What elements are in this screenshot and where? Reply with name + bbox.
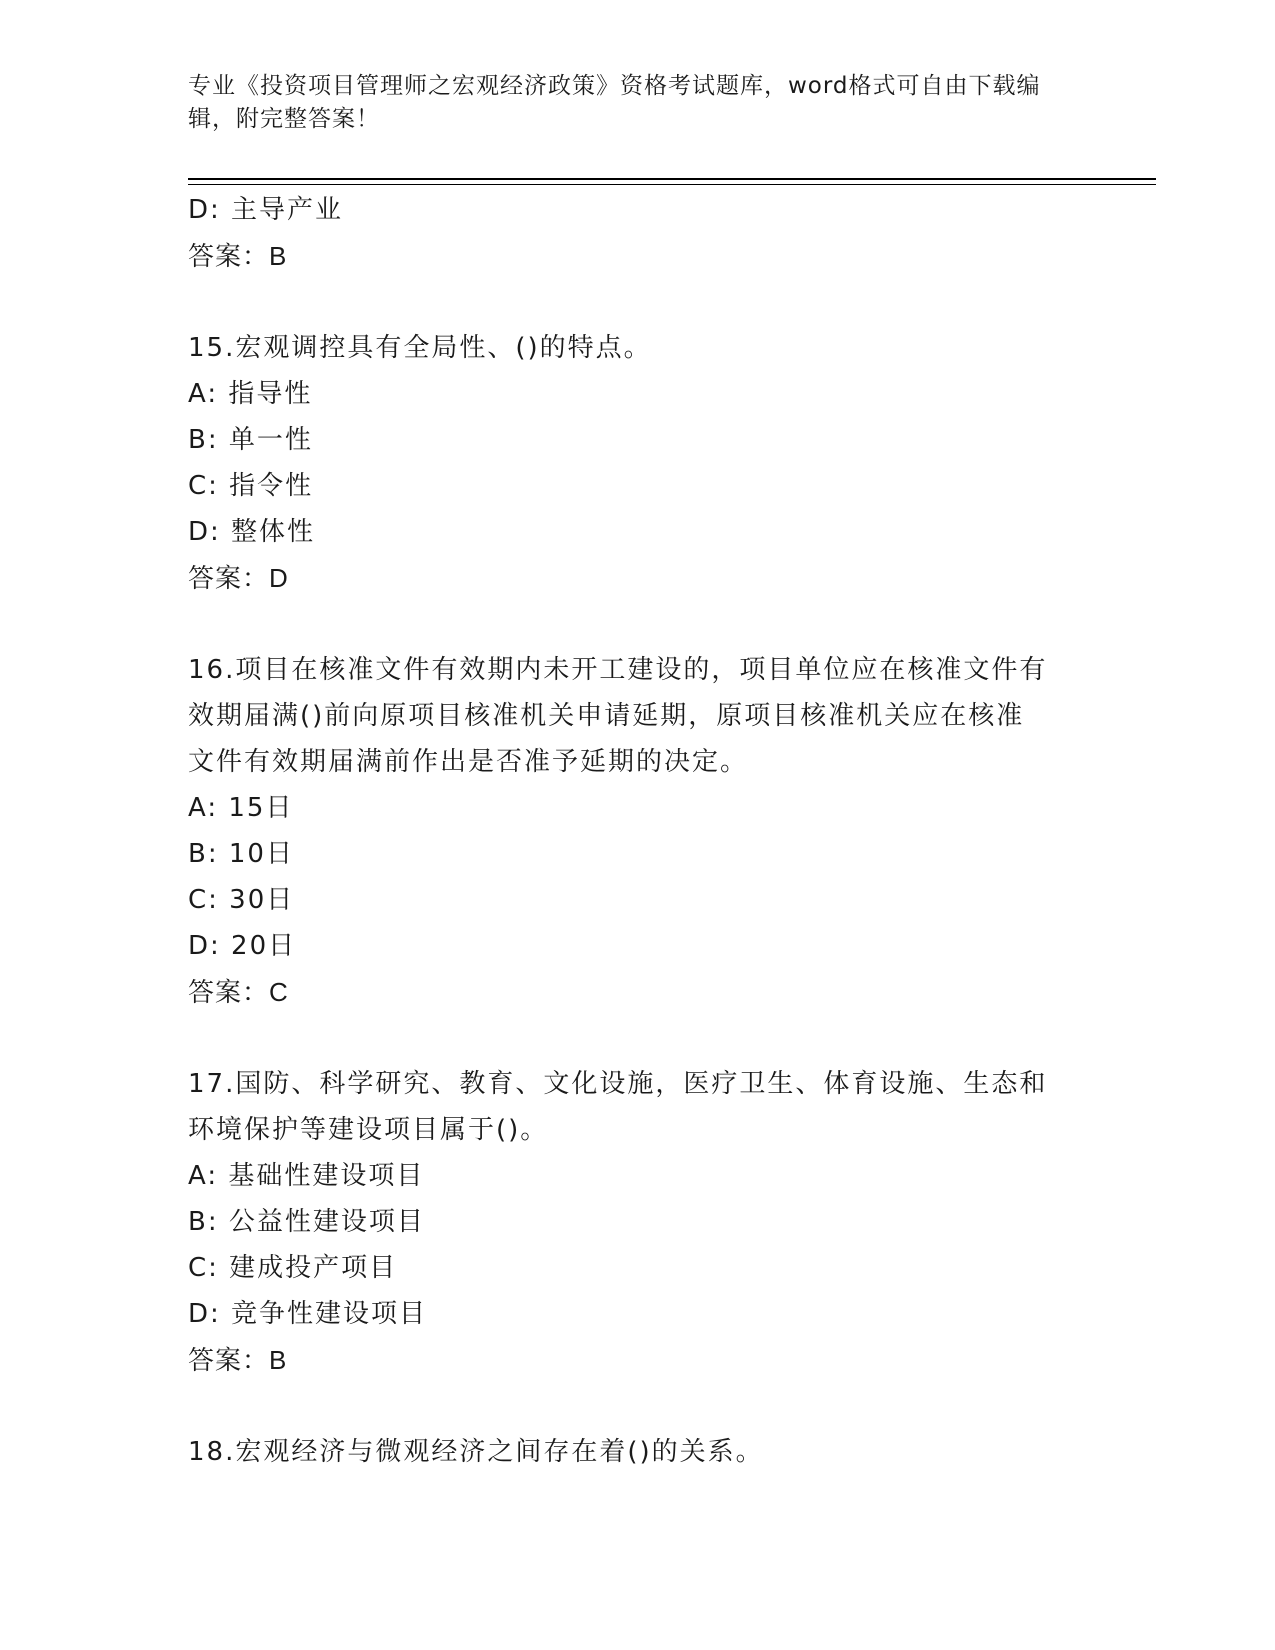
question-text-line-1: 16.项目在核准文件有效期内未开工建设的，项目单位应在核准文件有 (188, 655, 1048, 685)
option-a: A: 基础性建设项目 (188, 1161, 425, 1191)
question-content (188, 187, 1088, 1475)
header-divider-thin (188, 184, 1156, 185)
question-text: 15.宏观调控具有全局性、()的特点。 (188, 333, 652, 363)
question-18 (188, 1429, 1088, 1475)
question-text-line-1: 17.国防、科学研究、教育、文化设施，医疗卫生、体育设施、生态和 (188, 1069, 1048, 1099)
option-d: D: 竞争性建设项目 (188, 1299, 428, 1329)
header-divider-thick (188, 178, 1156, 180)
document-header (188, 70, 1088, 136)
answer: 答案：D (188, 563, 289, 593)
option-c: C: 建成投产项目 (188, 1253, 398, 1283)
question-15 (188, 325, 1088, 601)
question-text-line-2: 环境保护等建设项目属于()。 (188, 1115, 549, 1145)
header-line-1: 专业《投资项目管理师之宏观经济政策》资格考试题库，word格式可自由下载编 (188, 73, 1041, 99)
option-b: B: 单一性 (188, 425, 313, 455)
carryover-option-d: D: 主导产业 (188, 195, 344, 225)
option-c: C: 30日 (188, 885, 295, 915)
question-17 (188, 1061, 1088, 1383)
option-a: A: 指导性 (188, 379, 313, 409)
question-text-line-2: 效期届满()前向原项目核准机关申请延期，原项目核准机关应在核准 (188, 701, 1025, 731)
option-a: A: 15日 (188, 793, 294, 823)
option-d: D: 整体性 (188, 517, 316, 547)
header-line-2: 辑，附完整答案！ (188, 106, 380, 132)
carryover-answer: 答案：B (188, 241, 288, 271)
option-d: D: 20日 (188, 931, 297, 961)
option-b: B: 公益性建设项目 (188, 1207, 425, 1237)
answer: 答案：B (188, 1345, 288, 1375)
answer: 答案：C (188, 977, 289, 1007)
option-b: B: 10日 (188, 839, 294, 869)
question-text-line-3: 文件有效期届满前作出是否准予延期的决定。 (188, 747, 749, 777)
option-c: C: 指令性 (188, 471, 314, 501)
question-text: 18.宏观经济与微观经济之间存在着()的关系。 (188, 1437, 764, 1467)
question-16 (188, 647, 1088, 1015)
